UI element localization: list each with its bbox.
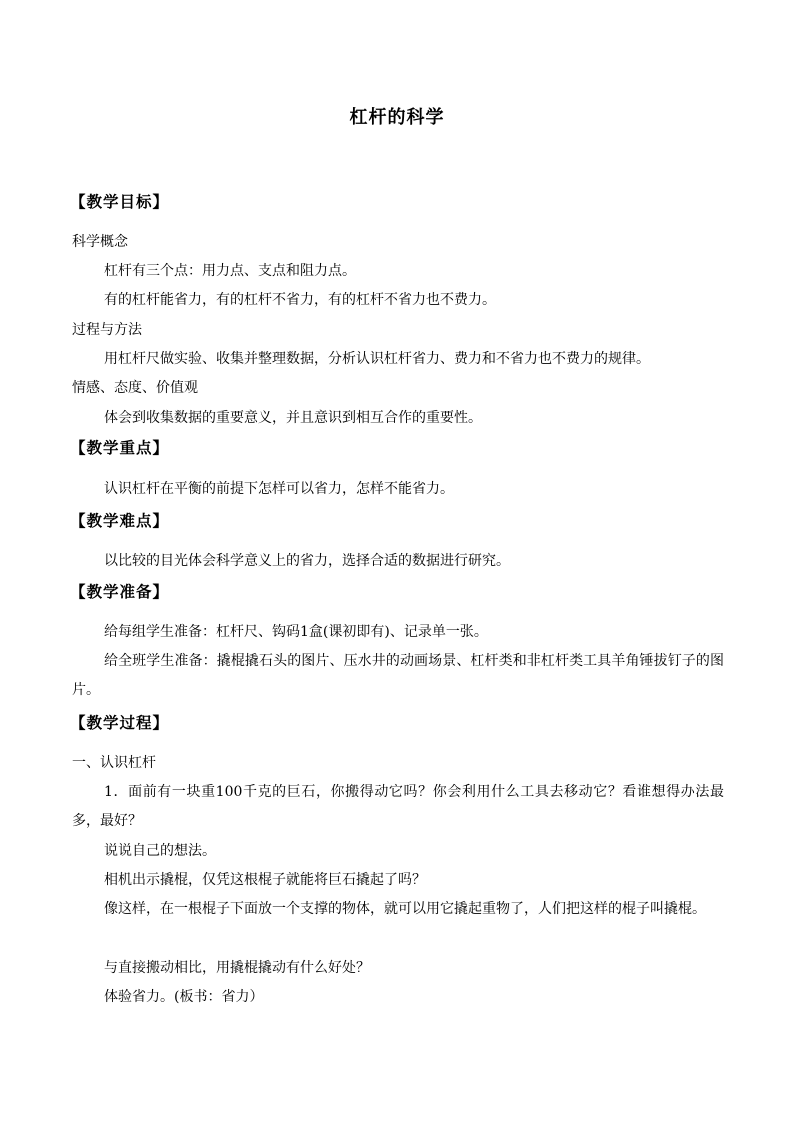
paragraph-key-points: 认识杠杆在平衡的前提下怎样可以省力，怎样不能省力。 [104, 481, 454, 497]
subheading-part-1: 一、认识杠杆 [72, 755, 156, 771]
paragraph-process-p1: 1．面前有一块重100千克的巨石，你搬得动它吗？你会利用什么工具去移动它？看谁想得办法最多，最好？ [72, 784, 724, 829]
paragraph-concept-2: 有的杠杆能省力，有的杠杆不省力，有的杠杆不省力也不费力。 [104, 292, 496, 308]
section-heading-preparation: 【教学准备】 [70, 582, 170, 601]
paragraph-concept-1: 杠杆有三个点：用力点、支点和阻力点。 [104, 263, 356, 279]
page-title: 杠杆的科学 [349, 107, 445, 128]
paragraph-process-p3: 相机出示撬棍，仅凭这根棍子就能将巨石撬起了吗？ [104, 872, 426, 888]
paragraph-process-p5: 与直接搬动相比，用撬棍撬动有什么好处？ [104, 960, 370, 976]
paragraph-preparation-class: 给全班学生准备：撬棍撬石头的图片、压水井的动画场景、杠杆类和非杠杆类工具羊角锤拔钉子的图片。 [72, 653, 724, 698]
subheading-concept: 科学概念 [72, 234, 128, 250]
paragraph-process-1: 用杠杆尺做实验、收集并整理数据，分析认识杠杆省力、费力和不省力也不费力的规律。 [104, 351, 650, 367]
paragraph-process-p2: 说说自己的想法。 [104, 843, 216, 859]
section-heading-objectives: 【教学目标】 [70, 192, 170, 211]
section-heading-key-points: 【教学重点】 [70, 438, 170, 457]
paragraph-preparation-group: 给每组学生准备：杠杆尺、钩码1盒(课初即有)、记录单一张。 [104, 624, 488, 640]
paragraph-process-p6: 体验省力。(板书：省力） [104, 989, 264, 1005]
subheading-emotion: 情感、态度、价值观 [72, 380, 198, 396]
section-heading-process: 【教学过程】 [70, 713, 170, 732]
paragraph-difficulties: 以比较的目光体会科学意义上的省力，选择合适的数据进行研究。 [104, 553, 510, 569]
section-heading-difficulties: 【教学难点】 [70, 511, 170, 530]
subheading-process: 过程与方法 [72, 322, 142, 338]
paragraph-process-p4: 像这样，在一根棍子下面放一个支撑的物体，就可以用它撬起重物了，人们把这样的棍子叫撬棍。 [104, 901, 706, 917]
paragraph-emotion-1: 体会到收集数据的重要意义，并且意识到相互合作的重要性。 [104, 410, 482, 426]
